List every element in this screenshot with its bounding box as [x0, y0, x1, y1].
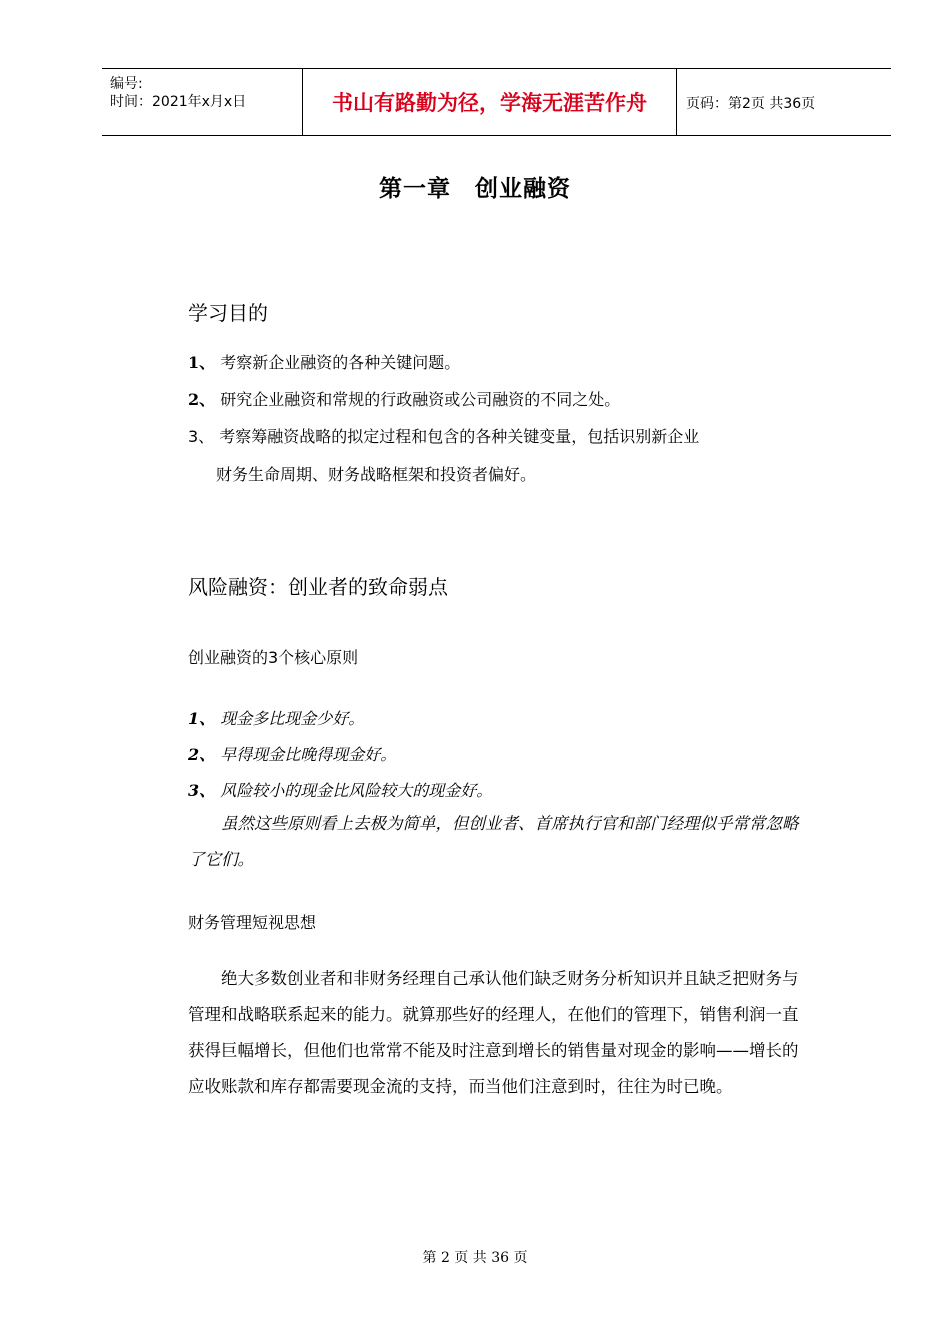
section-heading-risk: 风险融资：创业者的致命弱点: [188, 575, 448, 599]
page-footer: 第 2 页 共 36 页: [422, 1250, 528, 1266]
objective-item: [188, 350, 460, 373]
header-page-label: 页码：第2页 共36页: [686, 96, 816, 112]
item-text: 考察新企业融资的各种关键问题。: [220, 353, 461, 372]
principle-item: [188, 742, 396, 765]
principle-item: [188, 778, 492, 801]
item-number: 2、: [188, 745, 216, 764]
principles-subheading: 创业融资的3个核心原则: [188, 648, 359, 667]
item-text: 风险较小的现金比风险较大的现金好。: [220, 781, 493, 800]
header-left-cell: [102, 69, 302, 135]
objective-item-continuation: 财务生命周期、财务战略框架和投资者偏好。: [216, 465, 537, 484]
header-divider: [676, 69, 677, 135]
item-number: 1、: [188, 709, 216, 728]
item-number: 1、: [188, 353, 216, 372]
chapter-title: 第一章 创业融资: [379, 176, 571, 202]
time-label: 时间：2021年x月x日: [110, 94, 247, 110]
page-header: [102, 68, 891, 136]
item-text: 研究企业融资和常规的行政融资或公司融资的不同之处。: [220, 390, 621, 409]
code-label: 编号:: [110, 76, 143, 92]
section-heading-myopia: 财务管理短视思想: [188, 913, 317, 932]
body-paragraph: 绝大多数创业者和非财务经理自己承认他们缺乏财务分析知识并且缺乏把财务与管理和战略联系起来的能力。就算那些好的经理人，在他们的管理下，销售利润一直获得巨幅增长，但他们也常常不能及时注意到增长的销售量对现金的影响——增长的应收账款和库存都需要现金流的支持，而当他们注意到时，往往为时已晚。: [188, 969, 799, 1096]
objective-item: [188, 387, 620, 410]
header-motto: 书山有路勤为径，学海无涯苦作舟: [332, 91, 647, 115]
objective-item: [188, 424, 699, 447]
item-number: 3、: [188, 781, 216, 800]
item-number: 2、: [188, 390, 216, 409]
item-text: 考察筹融资战略的拟定过程和包含的各种关键变量，包括识别新企业: [219, 427, 700, 446]
principles-note: 虽然这些原则看上去极为简单，但创业者、首席执行官和部门经理似乎常常忽略了它们。: [188, 814, 799, 869]
objectives-heading: 学习目的: [188, 301, 268, 325]
principle-item: [188, 706, 364, 729]
item-text: 早得现金比晚得现金好。: [220, 745, 397, 764]
item-number: 3、: [188, 427, 215, 446]
item-text: 现金多比现金少好。: [220, 709, 365, 728]
